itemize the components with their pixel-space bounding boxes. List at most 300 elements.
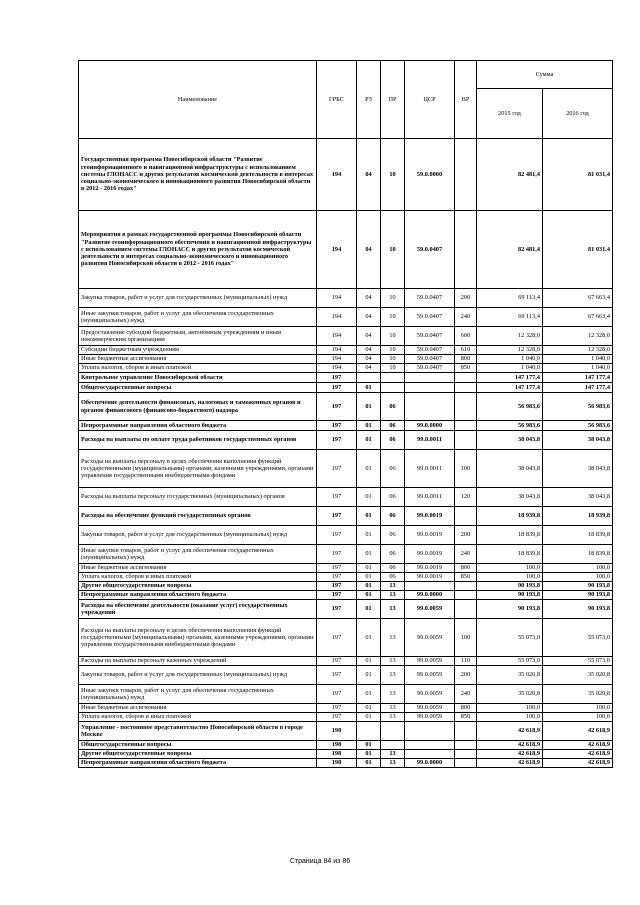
cell-grbs: 194	[317, 346, 357, 355]
cell-rz: 01	[357, 393, 381, 421]
cell-rz: 04	[357, 308, 381, 327]
cell-rz: 04	[357, 355, 381, 364]
cell-rz: 01	[357, 564, 381, 573]
cell-pr: 06	[381, 488, 405, 507]
cell-sum-2016: 35 020,8	[543, 666, 613, 685]
cell-rz: 01	[357, 600, 381, 619]
cell-rz: 01	[357, 431, 381, 450]
cell-csr: 59.0.0000	[405, 139, 455, 211]
cell-rz: 04	[357, 364, 381, 373]
cell-pr: 13	[381, 750, 405, 759]
cell-vr: 240	[455, 545, 477, 564]
col-header-sum: Сумма	[477, 61, 613, 89]
cell-csr: 99.0.0019	[405, 545, 455, 564]
cell-sum-2015: 38 043,8	[477, 450, 543, 488]
table-row	[79, 591, 613, 600]
cell-rz: 01	[357, 450, 381, 488]
cell-pr: 13	[381, 759, 405, 768]
cell-csr	[405, 741, 455, 750]
cell-pr: 13	[381, 657, 405, 666]
cell-sum-2016: 18 839,8	[543, 526, 613, 545]
cell-csr: 99.0.0059	[405, 600, 455, 619]
cell-sum-2016: 67 663,4	[543, 308, 613, 327]
table-row	[79, 582, 613, 591]
cell-grbs: 197	[317, 657, 357, 666]
cell-grbs: 197	[317, 545, 357, 564]
cell-grbs: 197	[317, 564, 357, 573]
cell-name: Предоставление субсидий бюджетным, автономным учреждениям и иным некоммерческим организациям	[79, 327, 317, 346]
cell-name: Мероприятия в рамках государственной программы Новосибирской области "Развитие геоинформационного обеспечения и навигационной инфраструктуры с использованием системы ГЛОНАСС и других результатов космической деятельности в интересах социально-экономического и инновационного развития Новосибирской области в 2012 - 2016 годах"	[79, 211, 317, 289]
table-row	[79, 600, 613, 619]
cell-csr	[405, 582, 455, 591]
cell-rz: 01	[357, 582, 381, 591]
cell-csr: 99.0.0019	[405, 507, 455, 526]
cell-name: Уплата налогов, сборов и иных платежей	[79, 573, 317, 582]
cell-csr	[405, 373, 455, 383]
cell-rz: 01	[357, 685, 381, 704]
cell-csr: 59.0.0407	[405, 308, 455, 327]
table-row	[79, 657, 613, 666]
cell-sum-2015: 38 043,8	[477, 488, 543, 507]
cell-pr: 10	[381, 355, 405, 364]
cell-rz: 04	[357, 327, 381, 346]
cell-pr: 10	[381, 364, 405, 373]
cell-name: Закупка товаров, работ и услуг для государственных (муниципальных) нужд	[79, 526, 317, 545]
cell-sum-2016: 42 618,9	[543, 759, 613, 768]
cell-pr: 10	[381, 211, 405, 289]
cell-sum-2016: 100,0	[543, 713, 613, 722]
cell-vr: 850	[455, 364, 477, 373]
cell-sum-2015: 56 983,6	[477, 421, 543, 431]
cell-vr	[455, 421, 477, 431]
cell-grbs: 197	[317, 666, 357, 685]
cell-sum-2015: 147 177,4	[477, 383, 543, 393]
cell-sum-2015: 12 328,0	[477, 346, 543, 355]
cell-sum-2015: 56 983,6	[477, 393, 543, 421]
cell-name: Уплата налогов, сборов и иных платежей	[79, 364, 317, 373]
cell-pr: 13	[381, 704, 405, 713]
cell-vr: 600	[455, 327, 477, 346]
cell-name: Расходы на выплаты персоналу казенных учреждений	[79, 657, 317, 666]
cell-vr	[455, 759, 477, 768]
table-row	[79, 722, 613, 741]
cell-pr: 06	[381, 393, 405, 421]
cell-sum-2016: 42 618,9	[543, 722, 613, 741]
cell-csr: 99.0.0000	[405, 591, 455, 600]
table-row	[79, 139, 613, 211]
cell-vr: 850	[455, 713, 477, 722]
cell-sum-2016: 55 073,0	[543, 657, 613, 666]
cell-pr: 13	[381, 713, 405, 722]
cell-grbs: 197	[317, 619, 357, 657]
cell-vr	[455, 582, 477, 591]
cell-pr: 10	[381, 139, 405, 211]
cell-csr	[405, 393, 455, 421]
cell-csr: 99.0.0000	[405, 421, 455, 431]
cell-sum-2016: 35 020,8	[543, 685, 613, 704]
cell-grbs: 197	[317, 600, 357, 619]
cell-grbs: 198	[317, 741, 357, 750]
table-row	[79, 741, 613, 750]
cell-grbs: 197	[317, 373, 357, 383]
cell-sum-2015: 38 043,8	[477, 431, 543, 450]
cell-pr: 10	[381, 289, 405, 308]
cell-grbs: 197	[317, 393, 357, 421]
cell-sum-2016: 100,0	[543, 704, 613, 713]
header-row-top	[79, 61, 613, 89]
cell-sum-2015: 35 020,8	[477, 666, 543, 685]
cell-pr	[381, 373, 405, 383]
cell-grbs: 197	[317, 582, 357, 591]
cell-csr: 59.0.0407	[405, 211, 455, 289]
cell-vr	[455, 373, 477, 383]
cell-pr: 13	[381, 600, 405, 619]
cell-rz: 04	[357, 211, 381, 289]
cell-csr: 99.0.0019	[405, 526, 455, 545]
cell-vr	[455, 600, 477, 619]
cell-name: Общегосударственные вопросы	[79, 383, 317, 393]
cell-rz: 01	[357, 421, 381, 431]
cell-grbs: 197	[317, 488, 357, 507]
cell-sum-2016: 56 983,6	[543, 393, 613, 421]
col-header-2015: 2015 год	[477, 89, 543, 139]
cell-sum-2016: 147 177,4	[543, 383, 613, 393]
table-row	[79, 431, 613, 450]
cell-sum-2015: 55 073,0	[477, 619, 543, 657]
table-row	[79, 327, 613, 346]
cell-rz: 01	[357, 545, 381, 564]
cell-name: Иные закупки товаров, работ и услуг для обеспечения государственных (муниципальных) нужд	[79, 685, 317, 704]
cell-vr	[455, 383, 477, 393]
cell-grbs: 198	[317, 750, 357, 759]
cell-sum-2015: 100,0	[477, 573, 543, 582]
table-row	[79, 526, 613, 545]
cell-rz	[357, 373, 381, 383]
cell-sum-2016: 81 031,4	[543, 139, 613, 211]
table-row	[79, 564, 613, 573]
cell-sum-2015: 18 839,8	[477, 545, 543, 564]
cell-sum-2016: 90 193,8	[543, 591, 613, 600]
cell-csr	[405, 722, 455, 741]
cell-name: Государственная программа Новосибирской области "Развитие геоинформационного и навигационной инфраструктуры с использованием системы ГЛОНАСС и других результатов космической деятельности в интересах социально-экономического и инновационного развития Новосибирской области в 2012 - 2016 годах"	[79, 139, 317, 211]
cell-csr: 99.0.0059	[405, 666, 455, 685]
cell-sum-2015: 100,0	[477, 564, 543, 573]
cell-rz: 01	[357, 526, 381, 545]
cell-vr	[455, 393, 477, 421]
cell-grbs: 197	[317, 383, 357, 393]
table-row	[79, 666, 613, 685]
cell-name: Расходы на выплаты по оплате труда работников государственных органов	[79, 431, 317, 450]
cell-vr	[455, 211, 477, 289]
cell-csr: 99.0.0011	[405, 488, 455, 507]
cell-sum-2016: 147 177,4	[543, 373, 613, 383]
cell-sum-2015: 69 113,4	[477, 308, 543, 327]
cell-sum-2016: 18 939,8	[543, 507, 613, 526]
cell-sum-2016: 100,0	[543, 564, 613, 573]
cell-rz: 01	[357, 741, 381, 750]
cell-name: Расходы на обеспечение функций государственных органов	[79, 507, 317, 526]
cell-sum-2015: 35 020,8	[477, 685, 543, 704]
cell-name: Обеспечение деятельности финансовых, налоговых и таможенных органов и органов финансового (финансово-бюджетного) надзора	[79, 393, 317, 421]
cell-csr: 99.0.0011	[405, 431, 455, 450]
cell-name: Иные бюджетные ассигнования	[79, 704, 317, 713]
cell-grbs: 197	[317, 704, 357, 713]
table-row	[79, 488, 613, 507]
cell-name: Расходы на обеспечение деятельности (оказание услуг) государственных учреждений	[79, 600, 317, 619]
cell-sum-2016: 18 839,8	[543, 545, 613, 564]
cell-name: Непрограммные направления областного бюджета	[79, 421, 317, 431]
table-row	[79, 704, 613, 713]
cell-pr	[381, 741, 405, 750]
table-row	[79, 507, 613, 526]
cell-sum-2016: 67 663,4	[543, 289, 613, 308]
cell-vr: 610	[455, 346, 477, 355]
cell-sum-2015: 12 328,0	[477, 327, 543, 346]
cell-grbs: 194	[317, 289, 357, 308]
cell-csr	[405, 383, 455, 393]
cell-name: Непрограммные направления областного бюджета	[79, 591, 317, 600]
cell-vr: 200	[455, 526, 477, 545]
cell-pr: 06	[381, 564, 405, 573]
cell-csr: 99.0.0000	[405, 759, 455, 768]
cell-sum-2015: 147 177,4	[477, 373, 543, 383]
cell-sum-2015: 69 113,4	[477, 289, 543, 308]
cell-rz: 01	[357, 591, 381, 600]
cell-sum-2015: 42 618,9	[477, 759, 543, 768]
cell-sum-2016: 38 043,8	[543, 488, 613, 507]
cell-sum-2016: 90 193,8	[543, 600, 613, 619]
cell-csr: 99.0.0059	[405, 657, 455, 666]
cell-name: Иные закупки товаров, работ и услуг для обеспечения государственных (муниципальных) нужд	[79, 545, 317, 564]
table-row	[79, 308, 613, 327]
col-header-csr: ЦСР	[405, 61, 455, 139]
table-row	[79, 573, 613, 582]
cell-rz: 01	[357, 704, 381, 713]
cell-pr: 13	[381, 591, 405, 600]
cell-csr: 99.0.0019	[405, 573, 455, 582]
cell-rz: 01	[357, 759, 381, 768]
cell-sum-2015: 1 040,0	[477, 355, 543, 364]
cell-name: Управление - постоянное представительство Новосибирской области в городе Москве	[79, 722, 317, 741]
cell-name: Иные закупки товаров, работ и услуг для обеспечения государственных (муниципальных) нужд	[79, 308, 317, 327]
cell-pr: 06	[381, 421, 405, 431]
cell-csr: 59.0.0407	[405, 346, 455, 355]
cell-sum-2016: 1 040,0	[543, 364, 613, 373]
cell-pr: 13	[381, 666, 405, 685]
table-row	[79, 450, 613, 488]
cell-sum-2015: 42 618,9	[477, 722, 543, 741]
cell-vr: 200	[455, 666, 477, 685]
table-row	[79, 289, 613, 308]
table-row	[79, 750, 613, 759]
cell-name: Закупка товаров, работ и услуг для государственных (муниципальных) нужд	[79, 666, 317, 685]
table-row	[79, 373, 613, 383]
cell-name: Иные бюджетные ассигнования	[79, 564, 317, 573]
cell-rz: 01	[357, 713, 381, 722]
cell-rz: 04	[357, 289, 381, 308]
cell-sum-2015: 18 939,8	[477, 507, 543, 526]
cell-pr: 10	[381, 327, 405, 346]
cell-csr: 99.0.0059	[405, 685, 455, 704]
cell-grbs: 197	[317, 450, 357, 488]
cell-sum-2015: 55 073,0	[477, 657, 543, 666]
cell-pr: 13	[381, 582, 405, 591]
cell-grbs: 197	[317, 526, 357, 545]
cell-grbs: 197	[317, 431, 357, 450]
cell-rz: 04	[357, 139, 381, 211]
cell-name: Закупка товаров, работ и услуг для государственных (муниципальных) нужд	[79, 289, 317, 308]
cell-vr: 800	[455, 564, 477, 573]
cell-sum-2015: 100,0	[477, 704, 543, 713]
table-row	[79, 545, 613, 564]
cell-pr: 10	[381, 308, 405, 327]
cell-sum-2015: 42 618,9	[477, 741, 543, 750]
cell-sum-2015: 90 193,8	[477, 591, 543, 600]
cell-sum-2016: 42 618,9	[543, 750, 613, 759]
cell-name: Расходы на выплаты персоналу государственных (муниципальных) органов	[79, 488, 317, 507]
cell-pr	[381, 383, 405, 393]
cell-grbs: 197	[317, 713, 357, 722]
cell-grbs: 194	[317, 364, 357, 373]
cell-vr: 850	[455, 573, 477, 582]
cell-name: Иные бюджетные ассигнования	[79, 355, 317, 364]
cell-sum-2016: 38 043,8	[543, 431, 613, 450]
cell-csr	[405, 750, 455, 759]
cell-grbs: 197	[317, 421, 357, 431]
cell-pr: 06	[381, 431, 405, 450]
cell-grbs: 194	[317, 211, 357, 289]
cell-sum-2016: 55 073,0	[543, 619, 613, 657]
table-row	[79, 393, 613, 421]
cell-pr: 06	[381, 450, 405, 488]
cell-rz: 04	[357, 346, 381, 355]
budget-table	[78, 60, 613, 768]
cell-sum-2015: 82 481,4	[477, 211, 543, 289]
cell-vr	[455, 741, 477, 750]
cell-pr: 06	[381, 526, 405, 545]
cell-name: Уплата налогов, сборов и иных платежей	[79, 713, 317, 722]
cell-csr: 59.0.0407	[405, 289, 455, 308]
table-row	[79, 619, 613, 657]
table-row	[79, 421, 613, 431]
cell-sum-2016: 38 043,8	[543, 450, 613, 488]
cell-vr	[455, 722, 477, 741]
cell-name: Контрольное управление Новосибирской области	[79, 373, 317, 383]
cell-grbs: 197	[317, 573, 357, 582]
cell-grbs: 194	[317, 355, 357, 364]
cell-grbs: 198	[317, 759, 357, 768]
cell-vr	[455, 139, 477, 211]
cell-vr	[455, 507, 477, 526]
table-row	[79, 383, 613, 393]
cell-sum-2015: 82 481,4	[477, 139, 543, 211]
table-row	[79, 713, 613, 722]
cell-grbs: 197	[317, 685, 357, 704]
col-header-rz: РЗ	[357, 61, 381, 139]
cell-vr: 240	[455, 685, 477, 704]
table-row	[79, 346, 613, 355]
cell-rz: 01	[357, 666, 381, 685]
cell-rz	[357, 722, 381, 741]
cell-rz: 01	[357, 619, 381, 657]
cell-sum-2015: 42 618,9	[477, 750, 543, 759]
cell-sum-2015: 90 193,8	[477, 582, 543, 591]
cell-pr: 06	[381, 507, 405, 526]
cell-csr: 59.0.0407	[405, 364, 455, 373]
cell-csr: 59.0.0407	[405, 327, 455, 346]
cell-sum-2016: 12 328,0	[543, 327, 613, 346]
cell-rz: 01	[357, 657, 381, 666]
table-row	[79, 211, 613, 289]
cell-name: Расходы на выплаты персоналу в целях обеспечения выполнения функций государственными (муниципальными) органами, казенными учреждениями, органами управления государственными внебюджетными фондами	[79, 619, 317, 657]
cell-rz: 01	[357, 750, 381, 759]
cell-rz: 01	[357, 507, 381, 526]
cell-sum-2016: 81 031,4	[543, 211, 613, 289]
cell-grbs: 197	[317, 591, 357, 600]
cell-pr: 10	[381, 346, 405, 355]
cell-pr: 06	[381, 573, 405, 582]
cell-grbs: 194	[317, 139, 357, 211]
cell-csr: 99.0.0059	[405, 713, 455, 722]
cell-vr: 800	[455, 355, 477, 364]
cell-vr: 120	[455, 488, 477, 507]
cell-vr: 240	[455, 308, 477, 327]
cell-sum-2016: 56 983,6	[543, 421, 613, 431]
cell-grbs: 198	[317, 722, 357, 741]
table-row	[79, 685, 613, 704]
cell-vr: 110	[455, 657, 477, 666]
table-row	[79, 364, 613, 373]
cell-name: Непрограммные направления областного бюджета	[79, 759, 317, 768]
cell-sum-2016: 90 193,8	[543, 582, 613, 591]
col-header-2016: 2016 год	[543, 89, 613, 139]
cell-vr	[455, 750, 477, 759]
col-header-name: Наименование	[79, 61, 317, 139]
cell-sum-2015: 90 193,8	[477, 600, 543, 619]
cell-sum-2015: 100,0	[477, 713, 543, 722]
cell-pr	[381, 722, 405, 741]
cell-rz: 01	[357, 488, 381, 507]
cell-sum-2015: 18 839,8	[477, 526, 543, 545]
cell-vr	[455, 431, 477, 450]
cell-pr: 13	[381, 685, 405, 704]
cell-vr	[455, 591, 477, 600]
cell-csr: 99.0.0011	[405, 450, 455, 488]
cell-csr: 99.0.0059	[405, 704, 455, 713]
cell-vr: 200	[455, 289, 477, 308]
cell-sum-2016: 100,0	[543, 573, 613, 582]
cell-name: Субсидии бюджетным учреждениям	[79, 346, 317, 355]
col-header-pr: ПР	[381, 61, 405, 139]
cell-grbs: 197	[317, 507, 357, 526]
table-body	[79, 139, 613, 768]
cell-sum-2016: 1 040,0	[543, 355, 613, 364]
cell-vr: 100	[455, 619, 477, 657]
cell-sum-2015: 1 040,0	[477, 364, 543, 373]
cell-grbs: 194	[317, 327, 357, 346]
cell-sum-2016: 12 328,0	[543, 346, 613, 355]
cell-name: Расходы на выплаты персоналу в целях обеспечения выполнения функций государственными (муниципальными) органами, казенными учреждениями, органами управления государственными внебюджетными фондами	[79, 450, 317, 488]
cell-csr: 59.0.0407	[405, 355, 455, 364]
cell-name: Другие общегосударственные вопросы	[79, 582, 317, 591]
cell-pr: 06	[381, 545, 405, 564]
cell-vr: 100	[455, 450, 477, 488]
col-header-vr: ВР	[455, 61, 477, 139]
cell-grbs: 194	[317, 308, 357, 327]
cell-vr: 800	[455, 704, 477, 713]
cell-csr: 99.0.0059	[405, 619, 455, 657]
cell-name: Другие общегосударственные вопросы	[79, 750, 317, 759]
